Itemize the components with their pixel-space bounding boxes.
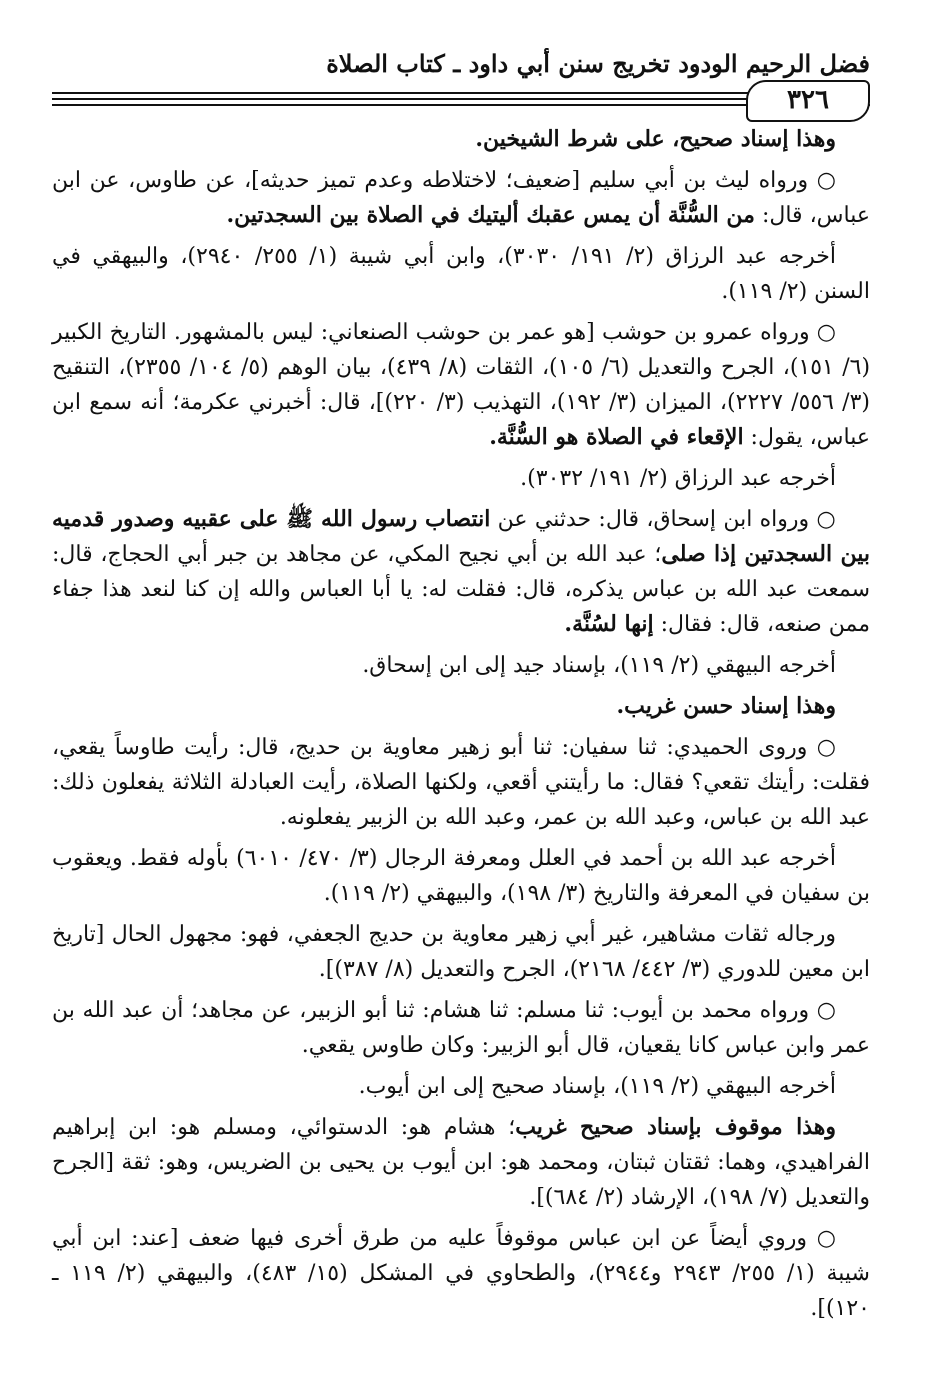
text-run: أخرجه عبد الرزاق (٢/ ١٩١/ ٣٠٣٢). — [520, 466, 836, 491]
text-run: ○ ورواه ليث بن أبي سليم [ضعيف؛ لاختلاطه وعدم تميز حديثه]، عن طاوس، عن ابن عباس، قال: — [52, 168, 870, 228]
paragraph — [52, 461, 870, 496]
paragraph — [52, 163, 870, 233]
running-title: فضل الرحيم الودود تخريج سنن أبي داود ـ كتاب الصلاة — [326, 49, 870, 78]
text-run: ؛ عبد الله بن أبي نجيح المكي، عن مجاهد بن جبر أبي الحجاج، قال: سمعت عبد الله بن عباس يذكره، قال: فقلت له: يا أبا العباس والله إن كنا لنعد هذا جفاء ممن صنعه، قال: فقال: — [52, 542, 870, 637]
text-run: أخرجه عبد الرزاق (٢/ ١٩١/ ٣٠٣٠)، وابن أبي شيبة (١/ ٢٥٥/ ٢٩٤٠)، والبيهقي في السنن (٢/ ١١٩). — [52, 244, 870, 304]
main-text — [52, 122, 870, 1326]
paragraph — [52, 917, 870, 987]
paragraph — [52, 502, 870, 642]
bold-text-run: من السُّنَّة أن يمس عقبك أليتيك في الصلاة بين السجدتين. — [226, 202, 755, 228]
text-run: ○ وروي أيضاً عن ابن عباس موقوفاً عليه من طرق أخرى فيها ضعف [عند: ابن أبي شيبة (١/ ٢٥٥/ ٢٩٤٣ و٢٩٤٤)، والطحاوي في المشكل (١٥/ ٤٨٣)، والبيهقي (٢/ ١١٩ ـ ١٢٠)]. — [52, 1226, 870, 1321]
bold-text-run: انتصاب رسول الله ﷺ على عقبيه وصدور قدميه بين السجدتين إذا صلى — [52, 506, 870, 567]
bold-text-run: الإقعاء في الصلاة هو السُّنَّة. — [489, 424, 744, 450]
bold-text-run: وهذا إسناد صحيح، على شرط الشيخين. — [475, 126, 836, 152]
text-run: ؛ هشام هو: الدستوائي، ومسلم هو: ابن إبراهيم الفراهيدي، وهما: ثقتان ثبتان، ومحمد هو: ابن أيوب بن يحيى بن الضريس، وهو: ثقة [الجرح والتعديل (٧/ ١٩٨)، الإرشاد (٢/ ٦٨٤)]. — [52, 1115, 870, 1210]
paragraph — [52, 239, 870, 309]
book-page — [52, 48, 870, 1380]
bold-text-run: إنها لسُنَّة. — [564, 611, 654, 637]
paragraph — [52, 1221, 870, 1326]
bold-text-run: وهذا إسناد حسن غريب. — [616, 693, 836, 719]
text-run: أخرجه عبد الله بن أحمد في العلل ومعرفة الرجال (٣/ ٤٧٠/ ٦٠١٠) بأوله فقط. ويعقوب بن سفيان في المعرفة والتاريخ (٣/ ١٩٨)، والبيهقي (٢/ ١١٩). — [52, 846, 870, 906]
paragraph — [52, 122, 870, 157]
paragraph — [52, 648, 870, 683]
paragraph — [52, 1069, 870, 1104]
paragraph — [52, 730, 870, 835]
text-run: ○ ورواه محمد بن أيوب: ثنا مسلم: ثنا هشام: ثنا أبو الزبير، عن مجاهد؛ أن عبد الله بن عمر وابن عباس كانا يقعيان، قال أبو الزبير: وكان طاوس يقعي. — [52, 998, 870, 1058]
page-number-badge: ٣٢٦ — [746, 80, 870, 122]
text-run: ○ ورواه عمرو بن حوشب [هو عمر بن حوشب الصنعاني: ليس بالمشهور. التاريخ الكبير (٦/ ١٥١)، الجرح والتعديل (٦/ ١٠٥)، الثقات (٨/ ٤٣٩)، بيان الوهم (٥/ ١٠٤/ ٢٣٥٥)، التنقيح (٣/ ٥٥٦/ ٢٢٢٧)، الميزان (٣/ ١٩٢)، التهذيب (٣/ ٢٢٠)]، قال: أخبرني عكرمة؛ أنه سمع ابن عباس، يقول: — [52, 320, 871, 450]
bold-text-run: وهذا موقوف بإسناد صحيح غريب — [515, 1114, 836, 1140]
paragraph — [52, 993, 870, 1063]
paragraph — [52, 315, 870, 455]
text-run: ○ ورواه ابن إسحاق، قال: حدثني عن — [490, 507, 836, 532]
text-run: أخرجه البيهقي (٢/ ١١٩)، بإسناد صحيح إلى ابن أيوب. — [358, 1074, 836, 1099]
text-run: ○ وروى الحميدي: ثنا سفيان: ثنا أبو زهير معاوية بن حديج، قال: رأيت طاوساً يقعي، فقلت: رأيتك تقعي؟ فقال: ما رأيتني أقعي، ولكنها الصلاة، رأيت العبادلة الثلاثة يفعلون ذلك: عبد الله بن عباس، وعبد الله بن عمر، وعبد الله بن الزبير يفعلونه. — [52, 735, 870, 830]
paragraph — [52, 689, 870, 724]
text-run: ورجاله ثقات مشاهير، غير أبي زهير معاوية بن حديج الجعفي، فهو: مجهول الحال [تاريخ ابن معين للدوري (٣/ ٤٤٢/ ٢١٦٨)، الجرح والتعديل (٨/ ٣٨٧)]. — [52, 922, 870, 982]
paragraph — [52, 841, 870, 911]
header-rule — [52, 82, 870, 116]
paragraph — [52, 1110, 870, 1215]
text-run: أخرجه البيهقي (٢/ ١١٩)، بإسناد جيد إلى ابن إسحاق. — [362, 653, 836, 678]
